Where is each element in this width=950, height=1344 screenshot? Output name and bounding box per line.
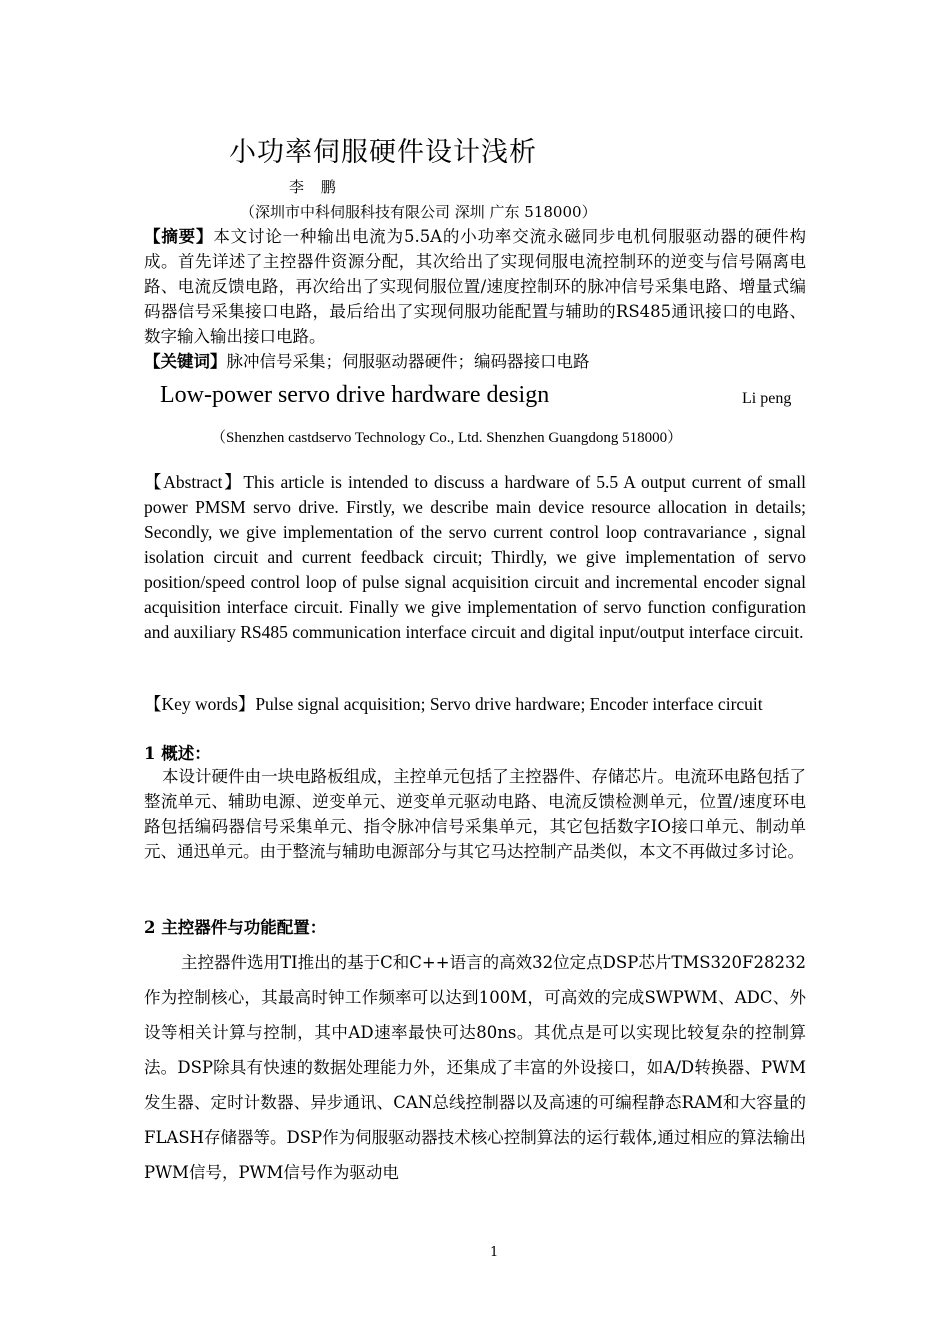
abstract-en	[144, 470, 806, 645]
author: 李 鹏	[289, 178, 342, 196]
english-title: Low-power servo drive hardware design	[160, 382, 550, 408]
abstract-cn	[144, 224, 806, 349]
abstract-cn-label: 【摘要】	[144, 227, 214, 246]
keywords-en	[144, 691, 763, 716]
page-number: 1	[490, 1245, 499, 1260]
affiliation: （深圳市中科伺服科技有限公司 深圳 广东 518000）	[240, 203, 597, 221]
keywords-en-text: Pulse signal acquisition; Servo drive hardware; Encoder interface circuit	[255, 694, 763, 714]
section-2-heading: 2 主控器件与功能配置：	[144, 918, 327, 937]
abstract-cn-text: 本文讨论一种输出电流为5.5A的小功率交流永磁同步电机伺服驱动器的硬件构成。首先详述了主控器件资源分配，其次给出了实现伺服电流控制环的逆变与信号隔离电路、电流反馈电路，再次给出了实现伺服位置/速度控制环的脉冲信号采集电路、增量式编码器信号采集接口电路，最后给出了实现伺服功能配置与辅助的RS485通讯接口的电路、数字输入输出接口电路。	[144, 227, 807, 346]
keywords-cn-label: 【关键词】	[144, 352, 227, 371]
english-author: Li peng	[742, 390, 792, 407]
abstract-en-label: 【Abstract】	[144, 472, 244, 492]
section-1-body: 本设计硬件由一块电路板组成，主控单元包括了主控器件、存储芯片。电流环电路包括了整流单元、辅助电源、逆变单元、逆变单元驱动电路、电流反馈检测单元，位置/速度环电路包括编码器信号采集单元、指令脉冲信号采集单元，其它包括数字IO接口单元、制动单元、通迅单元。由于整流与辅助电源部分与其它马达控制产品类似，本文不再做过多讨论。	[144, 767, 806, 861]
page-title: 小功率伺服硬件设计浅析	[229, 137, 537, 168]
english-affiliation: （Shenzhen castdservo Technology Co., Ltd. Shenzhen Guangdong 518000）	[211, 430, 683, 446]
abstract-en-text: This article is intended to discuss a hardware of 5.5 A output current of small power PMSM servo drive. Firstly, we describe main device resource allocation in details; Secondly, we give implementation of the servo current control loop contravariance , signal isolation circuit and current feedback circuit; Thirdly, we give implementation of servo position/speed control loop of pulse signal acquisition circuit and incremental encoder signal acquisition interface circuit. Finally we give implementation of servo function configuration and auxiliary RS485 communication interface circuit and digital input/output interface circuit.	[144, 472, 806, 642]
keywords-en-label: 【Key words】	[144, 694, 256, 714]
section-1-heading: 1 概述：	[144, 744, 211, 763]
keywords-cn-text: 脉冲信号采集；伺服驱动器硬件；编码器接口电路	[226, 352, 590, 371]
keywords-cn	[144, 349, 806, 374]
section-2-body: 主控器件选用TI推出的基于C和C++语言的高效32位定点DSP芯片TMS320F28232作为控制核心，其最高时钟工作频率可以达到100M，可高效的完成SWPWM、ADC、外设等相关计算与控制，其中AD速率最快可达80ns。其优点是可以实现比较复杂的控制算法。DSP除具有快速的数据处理能力外，还集成了丰富的外设接口，如A/D转换器、PWM发生器、定时计数器、异步通讯、CAN总线控制器以及高速的可编程静态RAM和大容量的FLASH存储器等。DSP作为伺服驱动器技术核心控制算法的运行载体,通过相应的算法输出PWM信号，PWM信号作为驱动电	[144, 953, 806, 1182]
